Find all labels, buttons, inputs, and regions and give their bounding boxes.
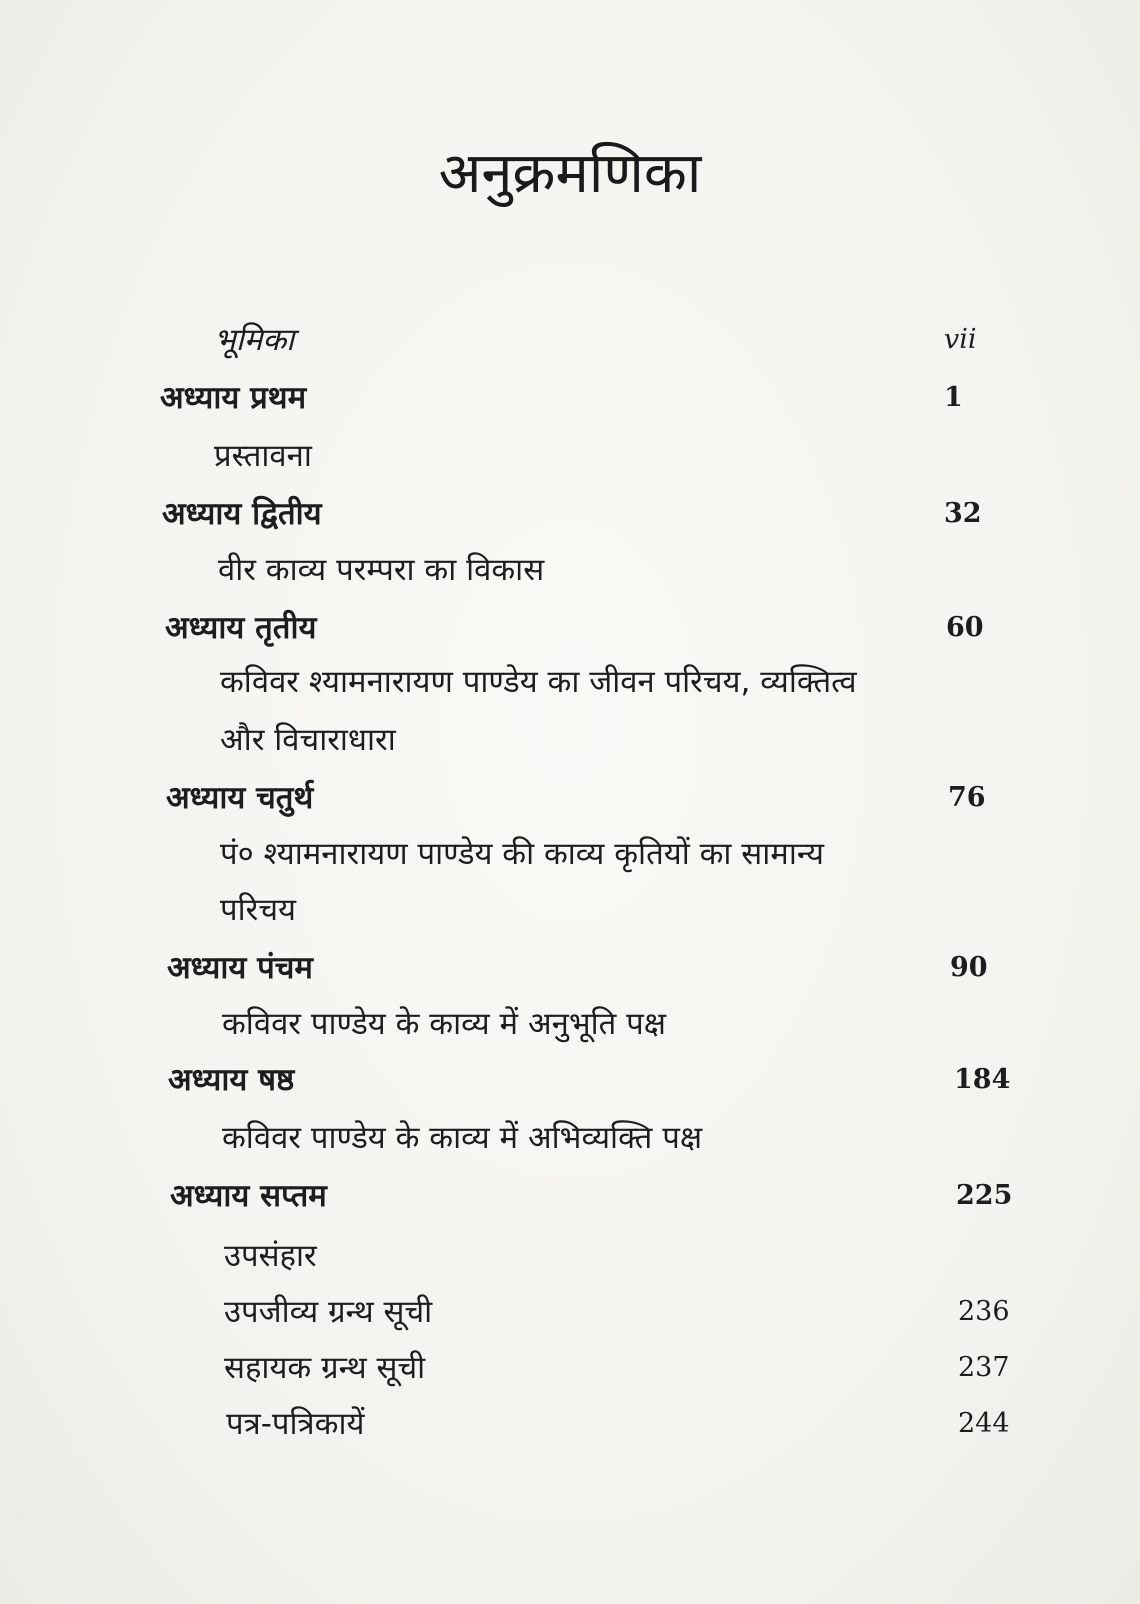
entry-label: उपजीव्य ग्रन्थ सूची [224,1294,433,1330]
entry-label: भूमिका [214,322,295,358]
contents-entry-chapter-1[interactable] [0,376,1140,420]
entry-label: प्रस्तावना [214,438,312,474]
entry-page-number: 32 [944,498,982,529]
entry-page-number: 76 [948,782,986,813]
entry-label: उपसंहार [224,1238,317,1274]
contents-entry-chapter-2[interactable] [0,492,1140,536]
page-title: अनुक्रमणिका [438,141,702,206]
entry-label: और विचाराधारा [220,722,396,758]
contents-entry-preface[interactable] [0,318,1140,362]
contents-entry-chapter-4[interactable] [0,776,1140,820]
contents-entry-subtitle[interactable] [0,434,1140,478]
contents-entry-journals[interactable] [0,1402,1140,1446]
contents-entry-subtitle[interactable] [0,660,1140,704]
entry-label: पं० श्यामनारायण पाण्डेय की काव्य कृतियों का सामान्य [220,836,824,872]
entry-label: कविवर पाण्डेय के काव्य में अभिव्यक्ति पक्ष [222,1120,703,1156]
entry-page-number: 225 [956,1180,1013,1211]
contents-entry-subtitle[interactable] [0,1116,1140,1160]
contents-entry-chapter-7[interactable] [0,1174,1140,1218]
entry-label: अध्याय प्रथम [160,380,307,416]
entry-label: वीर काव्य परम्परा का विकास [218,552,545,588]
entry-page-number: 90 [950,952,988,983]
entry-label: परिचय [220,892,296,928]
entry-page-number: 236 [958,1296,1010,1327]
entry-page-number: 1 [944,382,963,413]
entry-page-number: 244 [958,1408,1010,1439]
entry-page-number: vii [944,324,977,355]
contents-entry-conclusion[interactable] [0,1234,1140,1278]
entry-label: अध्याय चतुर्थ [166,780,314,816]
entry-label: अध्याय द्वितीय [162,496,322,532]
contents-entry-subtitle-continued[interactable] [0,888,1140,932]
contents-entry-subtitle[interactable] [0,832,1140,876]
entry-label: सहायक ग्रन्थ सूची [224,1350,426,1386]
entry-label: पत्र-पत्रिकायें [226,1406,365,1442]
contents-entry-chapter-5[interactable] [0,946,1140,990]
entry-label: अध्याय षष्ठ [168,1062,295,1098]
entry-page-number: 184 [954,1064,1011,1095]
entry-label: कविवर श्यामनारायण पाण्डेय का जीवन परिचय, व्यक्तित्व [220,664,857,700]
entry-page-number: 60 [946,612,984,643]
entry-label: अध्याय पंचम [167,950,313,986]
contents-entry-subtitle[interactable] [0,548,1140,592]
entry-label: कविवर पाण्डेय के काव्य में अनुभूति पक्ष [222,1006,667,1042]
contents-entry-primary-bibliography[interactable] [0,1290,1140,1334]
entry-label: अध्याय सप्तम [170,1178,327,1214]
contents-entry-chapter-6[interactable] [0,1058,1140,1102]
contents-entry-chapter-3[interactable] [0,606,1140,650]
contents-entry-subtitle[interactable] [0,1002,1140,1046]
contents-entry-subtitle-continued[interactable] [0,718,1140,762]
contents-entry-secondary-bibliography[interactable] [0,1346,1140,1390]
entry-label: अध्याय तृतीय [165,610,317,646]
entry-page-number: 237 [958,1352,1010,1383]
